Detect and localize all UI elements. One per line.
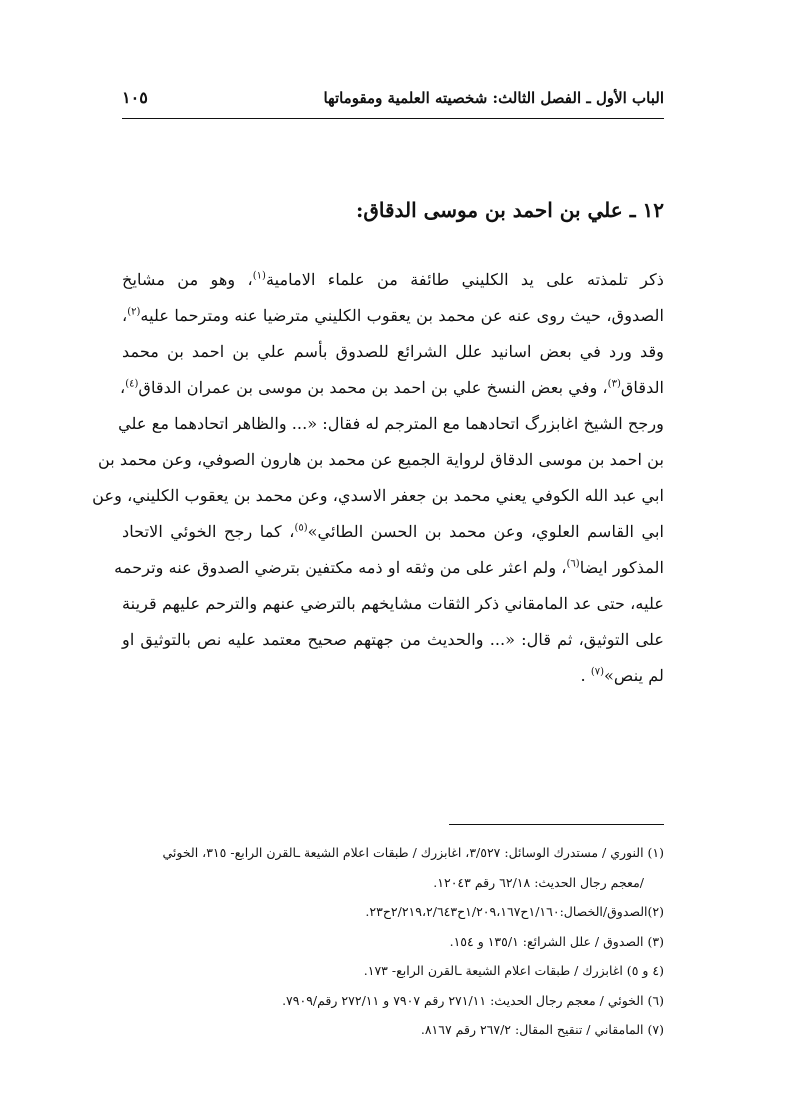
footnote-item: (٤ و ٥) اغابزرك / طبقات اعلام الشيعة ـالقرن الرابع- ١٧٣. <box>363 963 664 978</box>
body-line: الدقاق$^{(٣)}$، وفي بعض النسخ علي بن احمد بن محمد بن موسى بن عمران الدقاق$^{(٤)}$، <box>119 378 664 397</box>
footnote-item: (١) النوري / مستدرك الوسائل: ٣/٥٢٧، اغابزرك / طبقات اعلام الشيعة ـالقرن الرابع- ٣١٥، الخوئي <box>162 845 664 860</box>
footnote-item: (٣) الصدوق / علل الشرائع: ١٣٥/١ و ١٥٤. <box>449 933 664 949</box>
footnote-ref: (٧) <box>590 666 605 678</box>
body-line: عليه، حتى عد المامقاني ذكر الثقات مشايخهم بالترضي عنهم والترحم عليهم قرينة <box>122 594 664 613</box>
running-title: الباب الأول ـ الفصل الثالث: شخصيته العلمية ومقوماتها <box>323 89 664 107</box>
body-line: على التوثيق، ثم قال: «... والحديث من جهتهم صحيح معتمد عليه نص بالتوثيق او <box>122 630 664 649</box>
header-rule <box>122 118 664 119</box>
page-number: ١٠٥ <box>122 88 148 107</box>
body-line: بن احمد بن موسى الدقاق لرواية الجميع عن محمد بن هارون الصوفي، وعن محمد بن <box>97 450 664 469</box>
body-line: ورجح الشيخ اغابزرگ اتحادهما مع المترجم له فقال: «... والظاهر اتحادهما مع علي <box>118 414 664 433</box>
footnote-item: /معجم رجال الحديث: ٦٢/١٨ رقم ١٢٠٤٣. <box>433 874 644 890</box>
footnote-item: (٦) الخوئي / معجم رجال الحديث: ٢٧١/١١ رقم ٧٩٠٧ و ٢٧٢/١١ رقم/٧٩٠٩. <box>282 992 664 1008</box>
body-line: المذكور ايضا$^{(٦)}$، ولم اعثر على من وثقه او ذمه مكتفين بترضي الصدوق عنه وترحمه <box>114 558 664 577</box>
footnote-item: (٧) المامقاني / تنقيح المقال: ٢٦٧/٢ رقم ٨١٦٧. <box>420 1022 664 1037</box>
footnote-ref: (٣) <box>607 378 621 390</box>
running-header <box>122 88 664 107</box>
body-paragraph <box>92 262 665 694</box>
body-line: وقد ورد في بعض اسانيد علل الشرائع للصدوق بأسم علي بن احمد بن محمد <box>122 342 664 361</box>
body-line: الصدوق، حيث روى عنه عن محمد بن يعقوب الكليني مترضيا عنه ومترحما عليه$^{(٢)}$، <box>122 306 664 325</box>
footnote-ref: (٥) <box>294 522 308 534</box>
body-line: ابي عبد الله الكوفي يعني محمد بن جعفر الاسدي، وعن محمد بن يعقوب الكليني، وعن <box>92 486 664 505</box>
body-line: ابي القاسم العلوي، وعن محمد بن الحسن الطائي»$^{(٥)}$، كما رجح الخوئي الاتحاد <box>122 522 665 541</box>
body-line: لم ينص»$^{(٧)}$ . <box>580 666 664 685</box>
footnote-ref: (٦) <box>566 558 580 570</box>
footnote-ref: (٢) <box>127 306 141 318</box>
footnote-ref: (٤) <box>125 378 139 390</box>
footnote-ref: (١) <box>252 270 266 282</box>
body-line: ذكر تلمذته على يد الكليني طائفة من علماء الامامية$^{(١)}$، وهو من مشايخ <box>122 270 664 289</box>
footnote-item: (٢)الصدوق/الخصال:١/١٦٠ح١/٢٠٩،١٦٧ح٢/٢١٩،٢/٦٤٣ح٢٣. <box>365 904 664 919</box>
footnotes-list <box>122 838 664 1045</box>
section-title: ١٢ ـ علي بن احمد بن موسى الدقاق: <box>355 198 664 222</box>
footnote-rule <box>449 824 664 825</box>
